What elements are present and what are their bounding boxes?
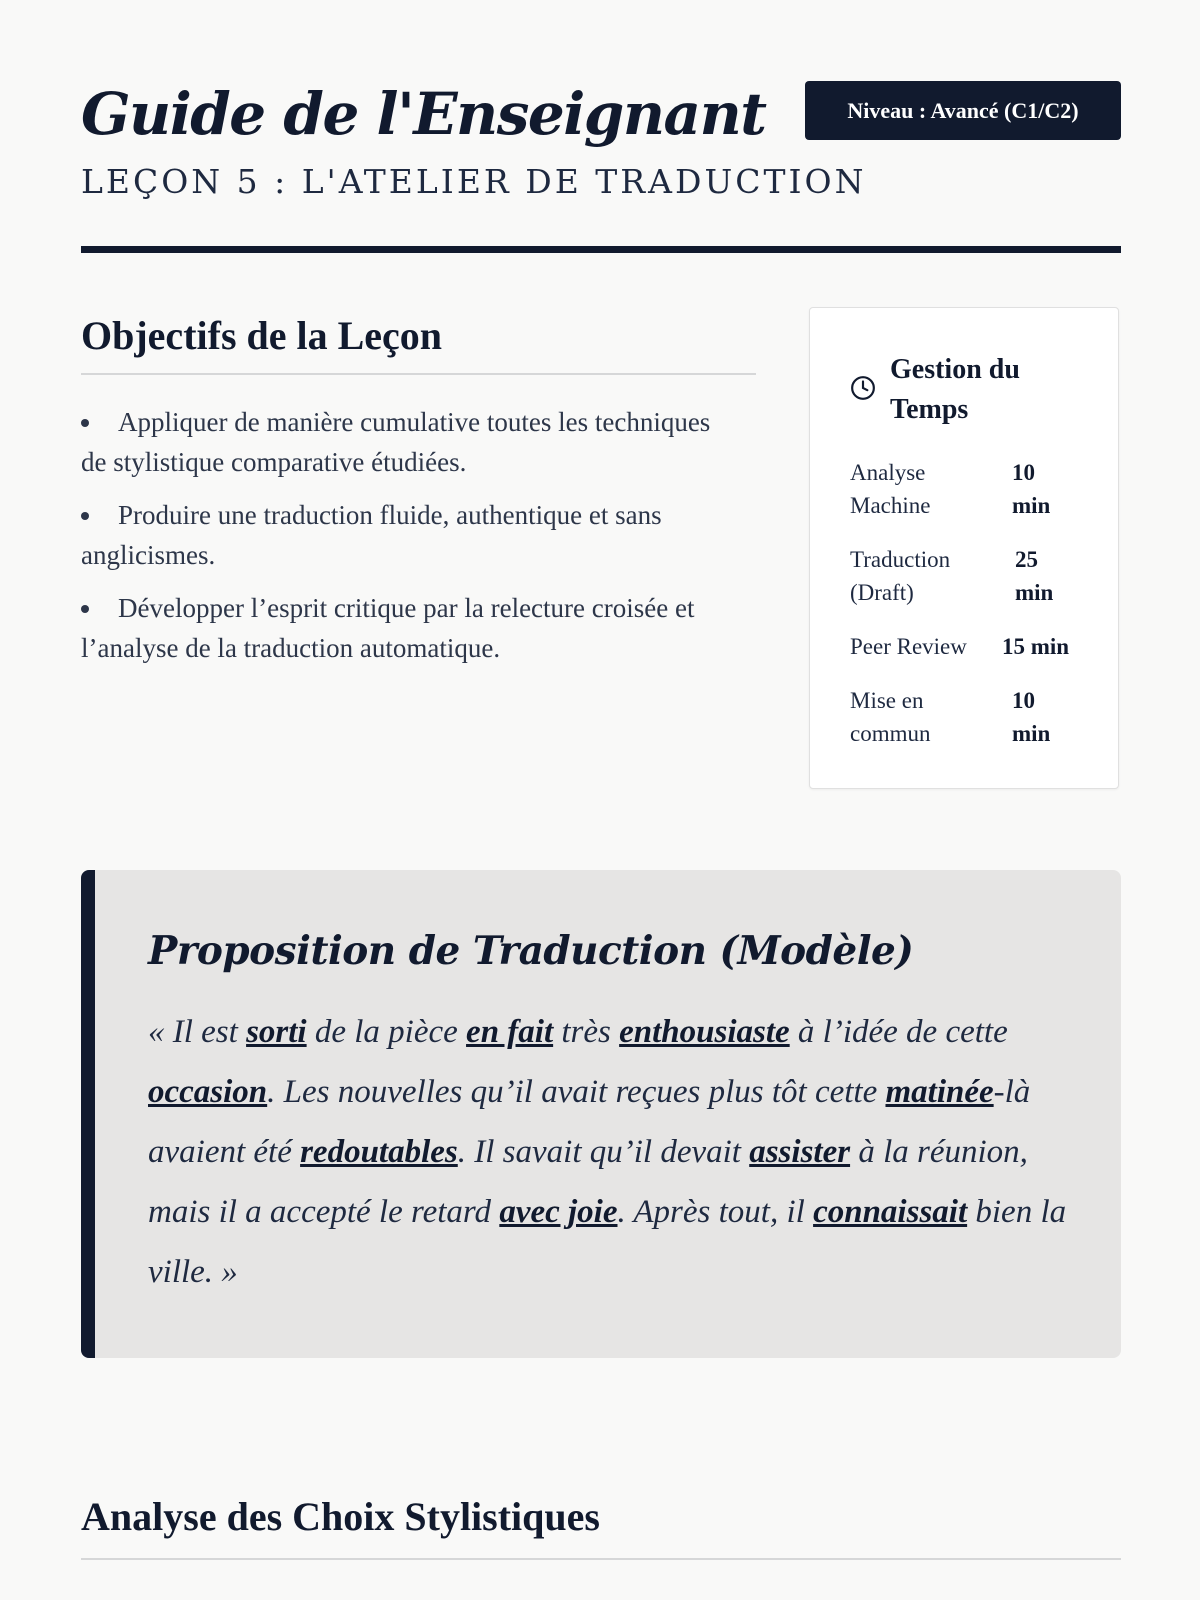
highlighted-term: matinée bbox=[885, 1074, 994, 1110]
highlighted-term: connaissait bbox=[813, 1194, 968, 1230]
bullet-icon bbox=[81, 512, 89, 520]
translation-segment: très bbox=[553, 1014, 620, 1050]
highlighted-term: redoutables bbox=[300, 1134, 458, 1170]
highlighted-term: en fait bbox=[466, 1014, 554, 1050]
time-activity: Mise en commun bbox=[850, 688, 931, 746]
highlighted-term: assister bbox=[749, 1134, 851, 1170]
time-activity: Analyse Machine bbox=[850, 460, 931, 518]
translation-segment: . Les nouvelles qu’il avait reçues plus tôt cette bbox=[267, 1074, 886, 1110]
header-divider bbox=[81, 246, 1121, 253]
accent-bar bbox=[81, 870, 95, 1358]
analysis-heading: Analyse des Choix Stylistiques bbox=[81, 1494, 600, 1539]
translation-segment: « Il est bbox=[148, 1014, 247, 1050]
highlighted-term: occasion bbox=[148, 1074, 268, 1110]
lesson-subtitle: LEÇON 5 : L'ATELIER DE TRADUCTION bbox=[81, 162, 867, 201]
highlighted-term: avec joie bbox=[499, 1194, 618, 1230]
objective-item: Développer l’esprit critique par la relecture croisée et l’analyse de la traduction automatique. bbox=[81, 593, 695, 663]
time-management-title: Gestion du Temps bbox=[890, 354, 1020, 425]
translation-segment: de la pièce bbox=[306, 1014, 467, 1050]
time-activity: Peer Review bbox=[850, 634, 967, 659]
bullet-icon bbox=[81, 605, 89, 613]
time-management-card bbox=[809, 307, 1119, 789]
bullet-icon bbox=[81, 419, 89, 427]
level-badge: Niveau : Avancé (C1/C2) bbox=[805, 81, 1121, 140]
model-translation-text bbox=[148, 1002, 1083, 1302]
objectives-heading: Objectifs de la Leçon bbox=[81, 313, 443, 358]
objective-item: Produire une traduction fluide, authentique et sans anglicismes. bbox=[81, 500, 662, 570]
translation-segment: à la réunion, mais il a accepté le retard bbox=[148, 1134, 1028, 1230]
objectives-list bbox=[81, 402, 741, 681]
translation-segment: bien la ville. » bbox=[148, 1194, 1067, 1290]
time-activity: Traduction (Draft) bbox=[850, 547, 951, 605]
model-translation-title: Proposition de Traduction (Modèle) bbox=[148, 928, 914, 974]
analysis-divider bbox=[81, 1558, 1121, 1560]
time-duration: 15 min bbox=[1002, 634, 1070, 659]
translation-segment: à l’idée de cette bbox=[789, 1014, 1008, 1050]
time-duration: 10 min bbox=[1012, 460, 1051, 518]
highlighted-term: sorti bbox=[246, 1014, 307, 1050]
time-duration: 25 min bbox=[1015, 547, 1054, 605]
objectives-divider bbox=[81, 373, 756, 375]
highlighted-term: enthousiaste bbox=[619, 1014, 790, 1050]
translation-segment: -là avaient été bbox=[148, 1074, 1031, 1170]
page-title: Guide de l'Enseignant bbox=[81, 80, 766, 148]
translation-segment: . Après tout, il bbox=[617, 1194, 814, 1230]
clock-icon bbox=[850, 375, 876, 401]
translation-segment: . Il savait qu’il devait bbox=[457, 1134, 750, 1170]
time-duration: 10 min bbox=[1012, 688, 1051, 746]
objective-item: Appliquer de manière cumulative toutes les techniques de stylistique comparative étudiées. bbox=[81, 407, 711, 477]
